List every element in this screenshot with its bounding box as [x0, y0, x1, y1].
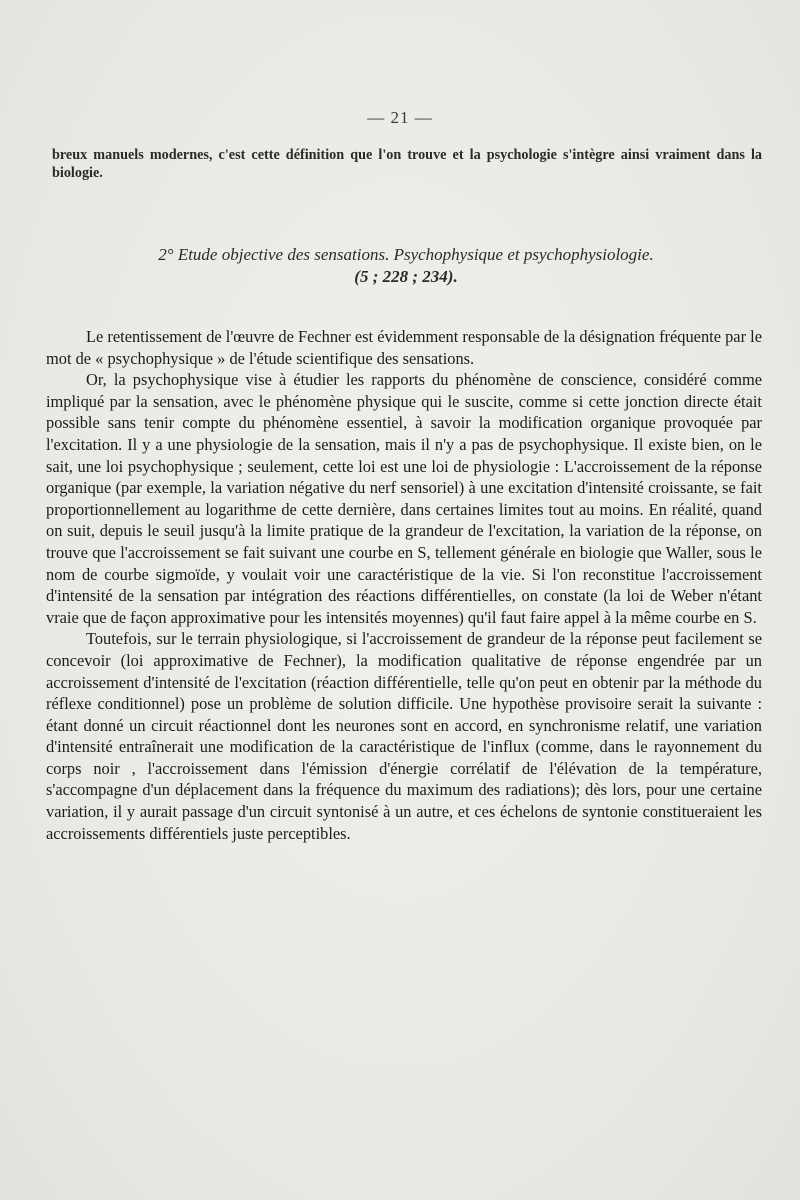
- continuation-text: breux manuels modernes, c'est cette définition que l'on trouve et la psychologie s'intègre ainsi vraiment dans la biologie.: [52, 147, 762, 181]
- paragraph-2: Or, la psychophysique vise à étudier les rapports du phénomène de conscience, considéré comme impliqué par la sensation, avec le phénomène physique qui le suscite, comme si cette jonction directe était possible sans tenir compte du phénomène essentiel, à savoir la modification organique provoquée par l'excitation. Il y a une physiologie de la sensation, mais il n'y a pas de psychophysique. Il existe bien, on le sait, une loi psychophysique ; seulement, cette loi est une loi de physiologie : L'accroissement de la réponse organique (par exemple, la variation négative du nerf sensoriel) à une excitation d'intensité croissante, se fait proportionnellement au logarithme de cette dernière, dans certaines limites tout au moins. En réalité, quand on suit, depuis le seuil jusqu'à la limite pratique de la grandeur de l'excitation, la variation de la réponse, on trouve que l'accroissement se fait suivant une courbe en S, tellement générale en biologie que Waller, sous le nom de courbe sigmoïde, y voulait voir une caractéristique de la vie. Si l'on reconstitue l'accroissement d'intensité de la sensation par intégration des réactions différentielles, on constate (la loi de Weber n'étant vraie que de façon approximative pour les intensités moyennes) qu'il faut faire appel à la même courbe en S.: [46, 370, 762, 627]
- page-number: — 21 —: [367, 108, 433, 127]
- section-heading: [46, 245, 766, 287]
- paragraph-3: Toutefois, sur le terrain physiologique, si l'accroissement de grandeur de la réponse peut facilement se concevoir (loi approximative de Fechner), la modification qualitative de réponse engendrée par un accroissement d'intensité de l'excitation (réaction différentielle, telle qu'on peut en obtenir par la méthode du réflexe conditionnel) pose un problème de solution difficile. Une hypothèse provisoire serait la suivante : étant donné un circuit réactionnel dont les neurones sont en accord, en synchronisme relatif, une variation d'intensité entraînerait une modification de la caractéristique de l'influx (comme, dans le rayonnement du corps noir , l'accroissement dans l'émission d'énergie corrélatif de l'élévation de la température, s'accompagne d'un déplacement dans la fréquence du maximum des radiations); dès lors, pour une certaine variation, il y aurait passage d'un circuit syntonisé à un autre, et ces échelons de syntonie constitueraient les accroissements différentiels juste perceptibles.: [46, 629, 762, 843]
- section-heading-references: (5 ; 228 ; 234).: [354, 267, 458, 286]
- section-heading-title: 2° Etude objective des sensations. Psychophysique et psychophysiologie.: [158, 245, 654, 264]
- paragraph-1: Le retentissement de l'œuvre de Fechner est évidemment responsable de la désignation fréquente par le mot de « psychophysique » de l'étude scientifique des sensations.: [46, 327, 762, 368]
- body-text: [46, 326, 762, 844]
